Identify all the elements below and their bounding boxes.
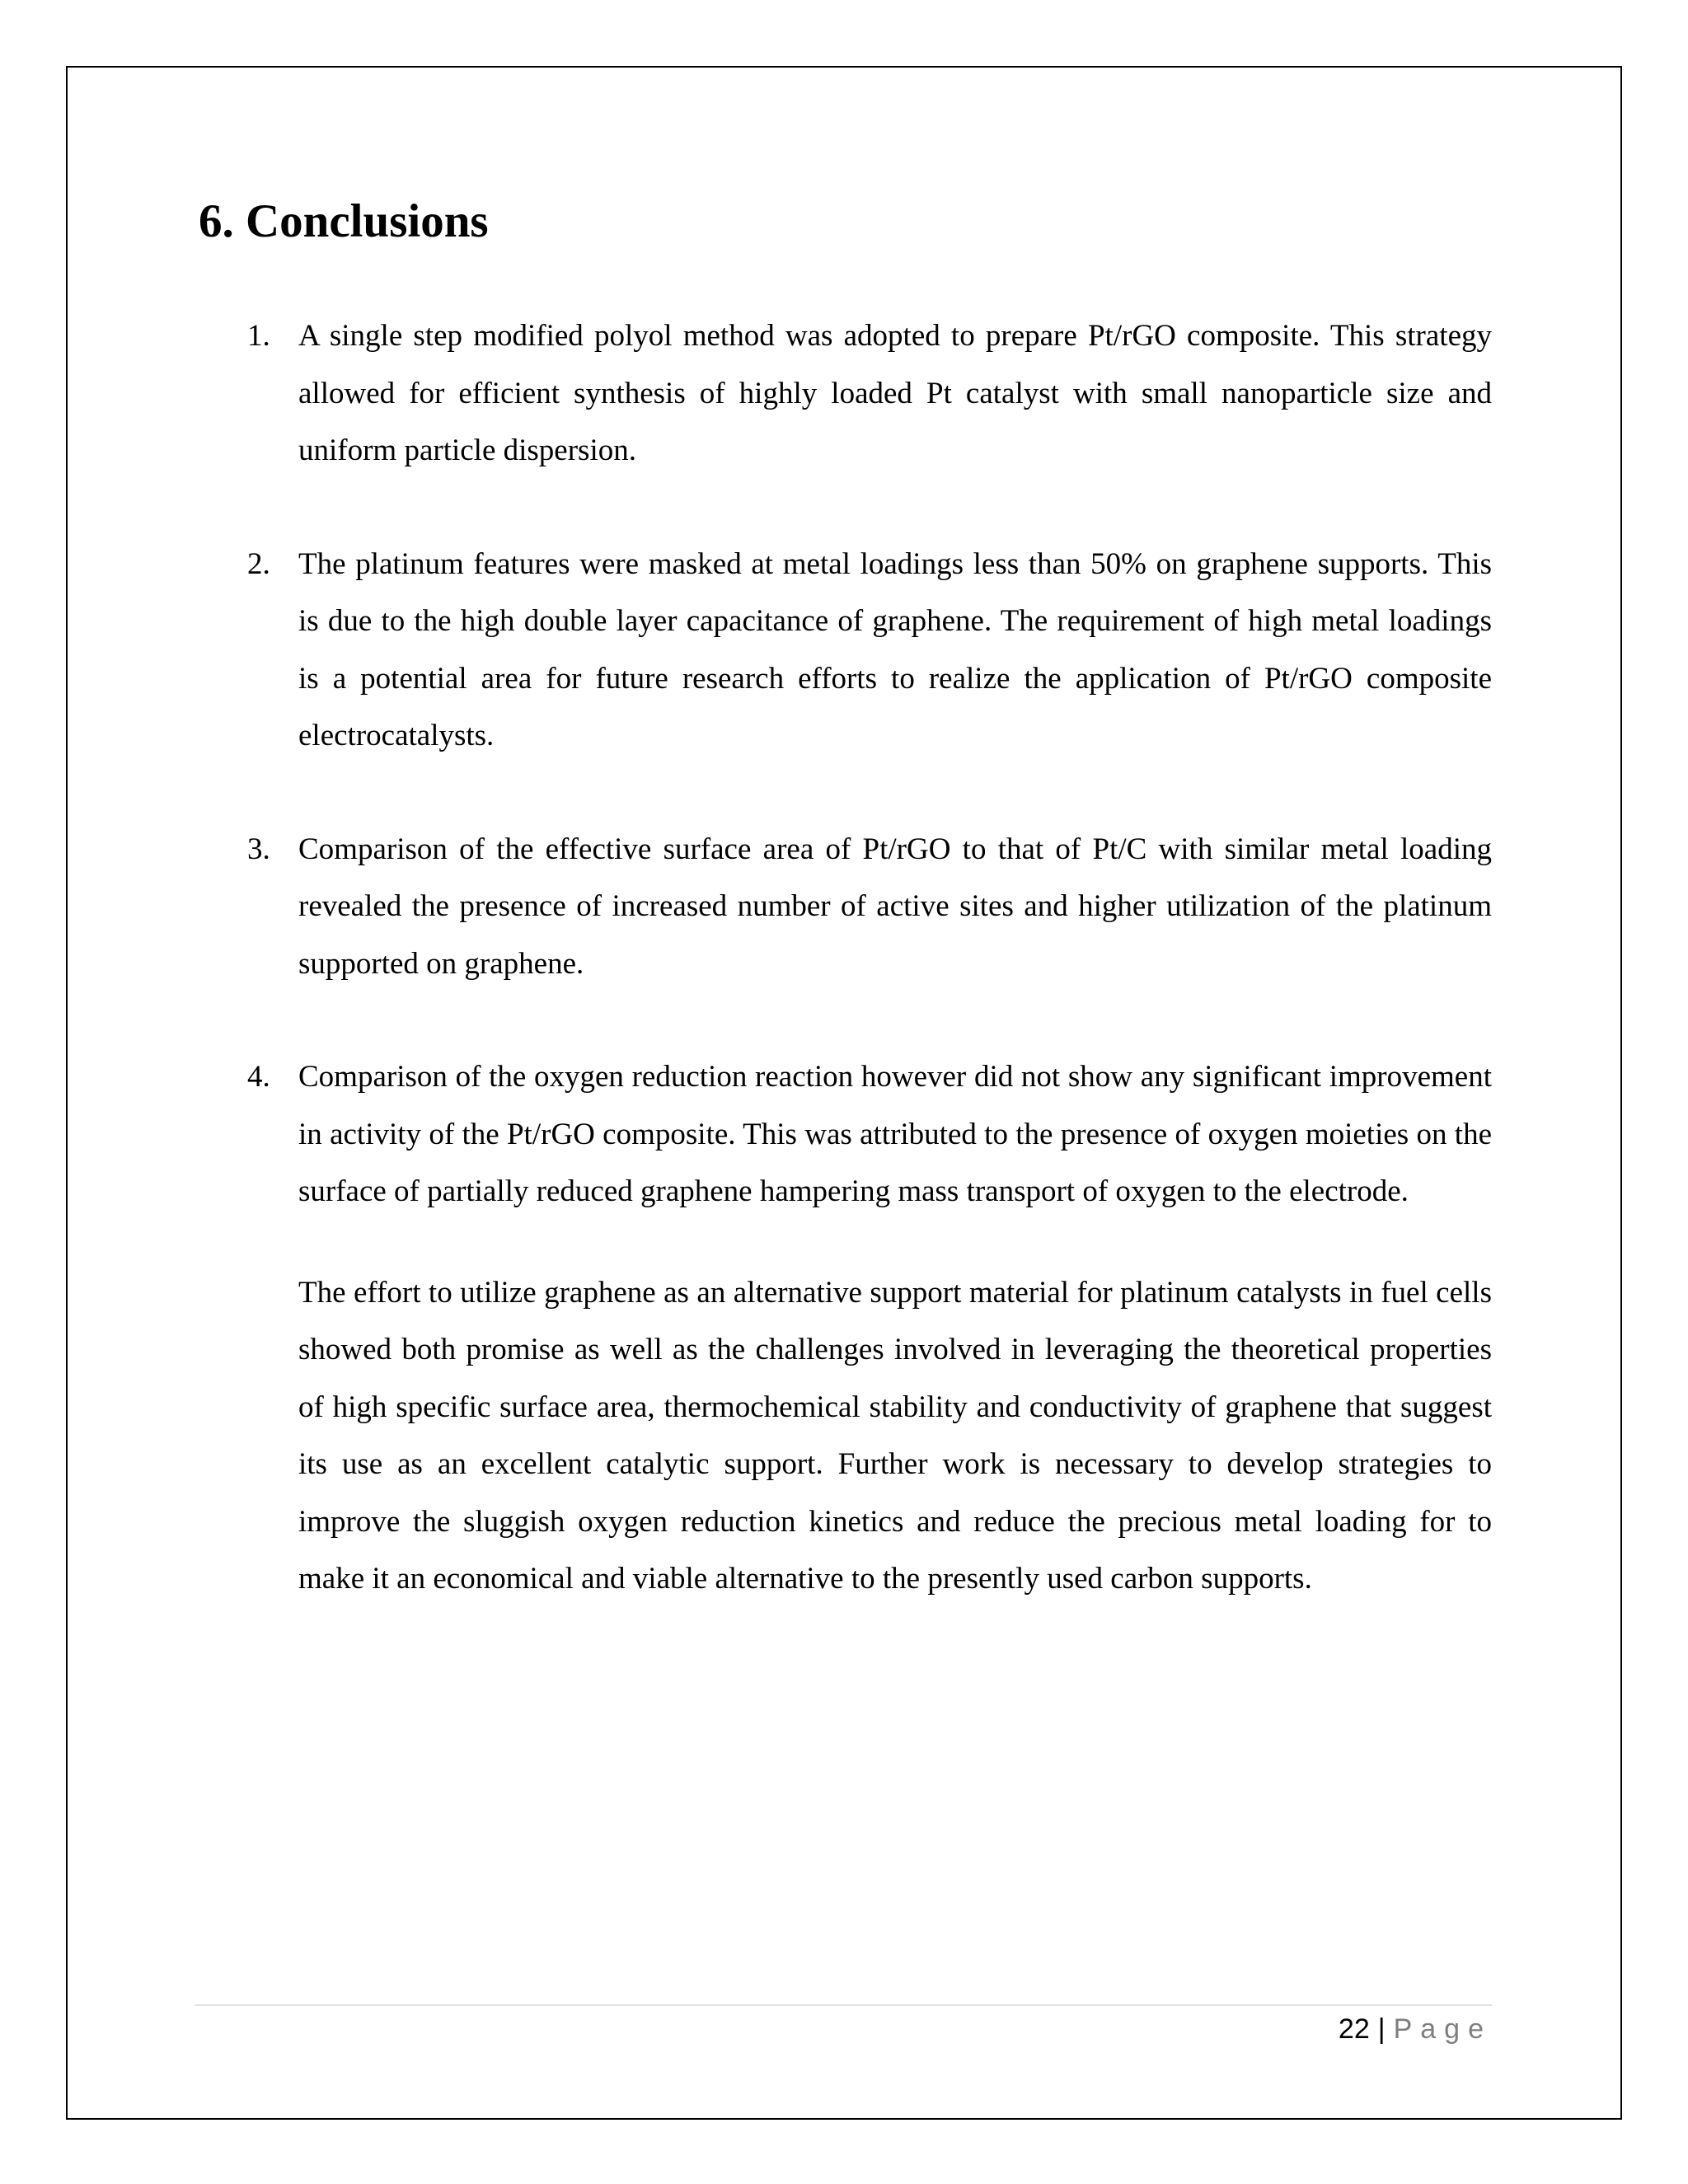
list-item-text: Comparison of the oxygen reduction reaction however did not show any significant improvement in activity of the Pt/rGO composite. This was attributed to the presence of oxygen moieties on the surface of partially reduced graphene hampering mass transport of oxygen to the electrode.: [298, 1060, 1492, 1208]
conclusion-item: [247, 1048, 1492, 1221]
list-item-text: The platinum features were masked at metal loadings less than 50% on graphene supports. This is due to the high double layer capacitance of graphene. The requirement of high metal loadings is a potential area for future research efforts to realize the application of Pt/rGO composite electrocatalysts.: [298, 546, 1492, 752]
list-item-text: Comparison of the effective surface area of Pt/rGO to that of Pt/C with similar metal loading revealed the presence of increased number of active sites and higher utilization of the platinum supported on graphene.: [298, 832, 1492, 981]
page-number: 22: [1338, 2013, 1370, 2045]
list-item-number: 3.: [247, 832, 270, 866]
list-item-text: A single step modified polyol method was adopted to prepare Pt/rGO composite. This strategy allowed for efficient synthesis of highly loaded Pt catalyst with small nanoparticle size and uniform particle dispersion.: [298, 319, 1492, 467]
page-label: Page: [1393, 2013, 1492, 2045]
list-item-number: 4.: [247, 1060, 270, 1094]
conclusions-list: [247, 307, 1492, 1608]
closing-paragraph: The effort to utilize graphene as an alternative support material for platinum catalysts in fuel cells showed both promise as well as the challenges involved in leveraging the theoretical properties of high specific surface area, thermochemical stability and conductivity of graphene that suggest its use as an excellent catalytic support. Further work is necessary to develop strategies to improve the sluggish oxygen reduction kinetics and reduce the precious metal loading for to make it an economical and viable alternative to the presently used carbon supports.: [298, 1275, 1492, 1596]
page-footer: [1339, 2011, 1492, 2047]
list-item-number: 1.: [247, 319, 270, 353]
conclusion-item: [247, 536, 1492, 765]
footer-separator: |: [1377, 2013, 1386, 2045]
section-heading: 6. Conclusions: [199, 195, 489, 247]
list-item-number: 2.: [247, 546, 270, 581]
conclusion-item: [247, 307, 1492, 480]
conclusion-item: [247, 821, 1492, 993]
footer-divider: [195, 2004, 1492, 2006]
